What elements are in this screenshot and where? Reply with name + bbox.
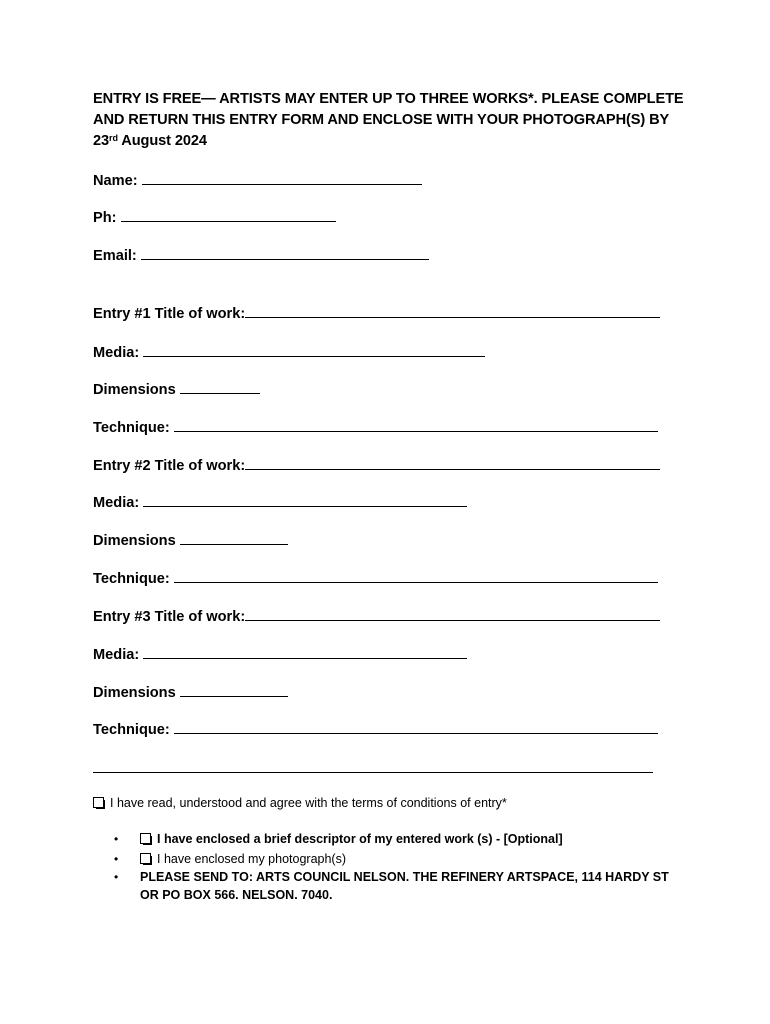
entry2-title-field[interactable] (93, 455, 660, 475)
bullet-icon: • (114, 852, 119, 866)
ph-input-line[interactable] (121, 207, 336, 222)
entry1-title-field[interactable] (93, 303, 660, 323)
entry3-media-field[interactable] (93, 644, 467, 664)
entry3-technique-input-line[interactable] (174, 719, 658, 734)
checkbox-icon[interactable] (140, 853, 151, 864)
entry2-title-label: Entry #2 Title of work: (93, 458, 246, 474)
entry1-technique-label: Technique: (93, 420, 170, 436)
entry1-media-field[interactable] (93, 342, 485, 362)
entry3-dimensions-field[interactable] (93, 682, 288, 702)
entry3-technique-label: Technique: (93, 722, 170, 738)
entry2-media-label: Media: (93, 495, 140, 511)
bullet-icon: • (114, 832, 119, 846)
entry1-technique-input-line[interactable] (174, 417, 658, 432)
name-input-line[interactable] (142, 170, 422, 185)
entry3-dimensions-input-line[interactable] (180, 682, 288, 697)
agreement-text: I have read, understood and agree with the terms of conditions of entry* (110, 796, 507, 810)
entry2-dimensions-field[interactable] (93, 530, 288, 550)
entry1-media-label: Media: (93, 345, 140, 361)
entry1-title-label: Entry #1 Title of work: (93, 306, 246, 322)
entry3-title-field[interactable] (93, 606, 660, 626)
list-item (0, 868, 680, 904)
email-field[interactable] (93, 245, 429, 265)
entry1-dimensions-input-line[interactable] (180, 379, 260, 394)
email-label: Email: (93, 248, 137, 264)
entry2-media-input-line[interactable] (143, 492, 467, 507)
photograph-text: I have enclosed my photograph(s) (157, 852, 346, 866)
checkbox-icon[interactable] (140, 833, 151, 844)
list-item[interactable] (0, 830, 680, 848)
entry2-dimensions-label: Dimensions (93, 533, 176, 549)
entry3-technique-field[interactable] (93, 719, 658, 739)
ordinal-suffix: rd (109, 133, 118, 143)
entry1-technique-field[interactable] (93, 417, 658, 437)
entry2-title-input-line[interactable] (245, 455, 660, 470)
entry3-title-input-line[interactable] (245, 606, 660, 621)
entry2-technique-label: Technique: (93, 571, 170, 587)
list-item[interactable] (0, 850, 680, 868)
entry2-dimensions-input-line[interactable] (180, 530, 288, 545)
send-to-address: PLEASE SEND TO: ARTS COUNCIL NELSON. THE REFINERY ARTSPACE, 114 HARDY ST OR PO BOX 566. NELSON. 7040. (140, 870, 669, 902)
descriptor-text: I have enclosed a brief descriptor of my entered work (s) - [Optional] (157, 832, 563, 846)
name-field[interactable] (93, 170, 422, 190)
name-label: Name: (93, 173, 138, 189)
email-input-line[interactable] (141, 245, 429, 260)
entry2-technique-field[interactable] (93, 568, 658, 588)
form-heading: ENTRY IS FREE— ARTISTS MAY ENTER UP TO THREE WORKS*. PLEASE COMPLETE AND RETURN THIS ENTRY FORM AND ENCLOSE WITH YOUR PHOTOGRAPH(S) BY 23rd August 2024 (93, 91, 684, 149)
entry2-media-field[interactable] (93, 492, 467, 512)
entry3-title-label: Entry #3 Title of work: (93, 609, 246, 625)
entry2-technique-input-line[interactable] (174, 568, 658, 583)
entry3-dimensions-label: Dimensions (93, 685, 176, 701)
entry1-media-input-line[interactable] (143, 342, 485, 357)
entry1-dimensions-field[interactable] (93, 379, 260, 399)
checkbox-icon[interactable] (93, 797, 104, 808)
entry3-media-input-line[interactable] (143, 644, 467, 659)
checklist (0, 830, 770, 904)
signature-line[interactable] (93, 772, 653, 773)
ph-label: Ph: (93, 210, 117, 226)
entry3-media-label: Media: (93, 647, 140, 663)
entry1-dimensions-label: Dimensions (93, 382, 176, 398)
entry1-title-input-line[interactable] (245, 303, 660, 318)
bullet-icon: • (114, 870, 119, 884)
agreement-checkbox-row[interactable] (93, 795, 507, 812)
ph-field[interactable] (93, 207, 336, 227)
